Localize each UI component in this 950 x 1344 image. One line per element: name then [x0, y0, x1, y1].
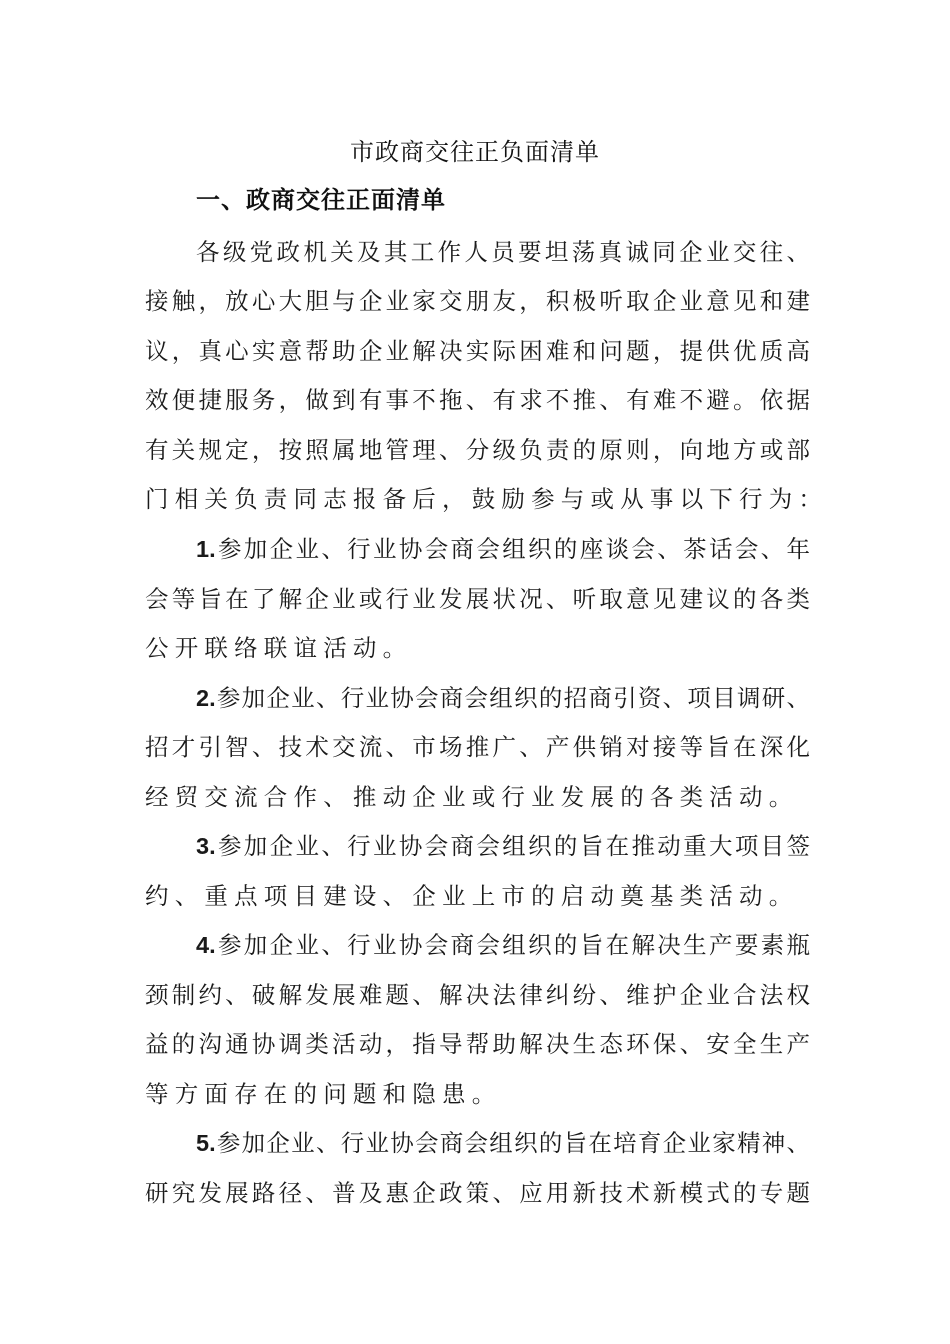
- item-4-line-3: 益的沟通协调类活动，指导帮助解决生态环保、安全生产: [145, 1030, 810, 1058]
- item-1-text-1: 参加企业、行业协会商会组织的座谈会、茶话会、年: [215, 535, 810, 563]
- intro-line-3: 议，真心实意帮助企业解决实际困难和问题，提供优质高: [145, 337, 810, 365]
- item-3-number: 3.: [196, 833, 216, 859]
- item-1-line-2: 会等旨在了解企业或行业发展状况、听取意见建议的各类: [145, 585, 810, 613]
- item-4-line-4: 等方面存在的问题和隐患。: [145, 1080, 502, 1108]
- intro-line-5: 有关规定，按照属地管理、分级负责的原则，向地方或部: [145, 436, 810, 464]
- intro-line-2: 接触，放心大胆与企业家交朋友，积极听取企业意见和建: [145, 287, 810, 315]
- item-4-number: 4.: [196, 932, 216, 958]
- item-5-line-2: 研究发展路径、普及惠企政策、应用新技术新模式的专题: [145, 1179, 810, 1207]
- item-1-line-1: [196, 533, 810, 565]
- intro-line-6: 门相关负责同志报备后，鼓励参与或从事以下行为：: [145, 485, 829, 513]
- item-5-text-1: 参加企业、行业协会商会组织的旨在培育企业家精神、: [215, 1129, 810, 1157]
- item-2-line-2: 招才引智、技术交流、市场推广、产供销对接等旨在深化: [145, 733, 810, 761]
- intro-line-1: 各级党政机关及其工作人员要坦荡真诚同企业交往、: [196, 238, 810, 266]
- item-2-number: 2.: [196, 685, 216, 711]
- item-5-line-1: [196, 1127, 810, 1159]
- item-1-number: 1.: [196, 536, 216, 562]
- document-title: 市政商交往正负面清单: [350, 138, 600, 166]
- item-4-line-1: [196, 929, 810, 961]
- item-2-text-1: 参加企业、行业协会商会组织的招商引资、项目调研、: [215, 684, 810, 712]
- item-4-line-2: 颈制约、破解发展难题、解决法律纠纷、维护企业合法权: [145, 981, 810, 1009]
- item-2-line-3: 经贸交流合作、推动企业或行业发展的各类活动。: [145, 783, 799, 811]
- item-2-line-1: [196, 682, 810, 714]
- item-4-text-1: 参加企业、行业协会商会组织的旨在解决生产要素瓶: [215, 931, 810, 959]
- intro-line-4: 效便捷服务，做到有事不拖、有求不推、有难不避。依据: [145, 386, 810, 414]
- item-5-number: 5.: [196, 1130, 216, 1156]
- item-1-line-3: 公开联络联谊活动。: [145, 634, 413, 662]
- section-heading: 一、政商交往正面清单: [196, 186, 446, 214]
- item-3-text-1: 参加企业、行业协会商会组织的旨在推动重大项目签: [215, 832, 810, 860]
- item-3-line-1: [196, 830, 810, 862]
- item-3-line-2: 约、重点项目建设、企业上市的启动奠基类活动。: [145, 882, 799, 910]
